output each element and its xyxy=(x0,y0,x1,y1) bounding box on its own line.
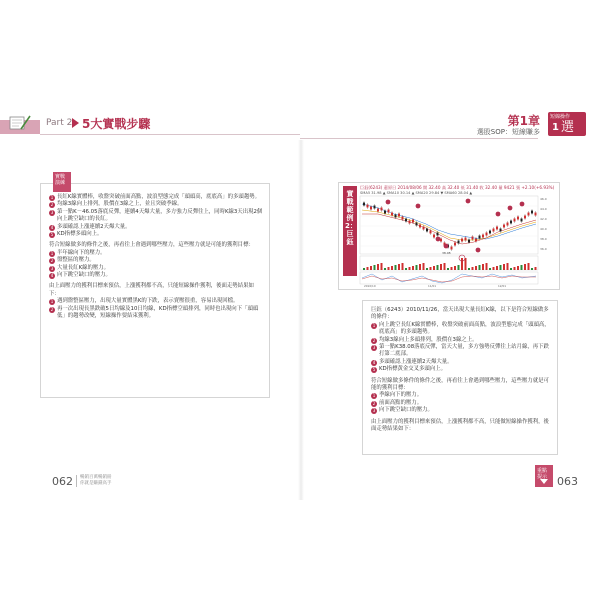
svg-text:40.0: 40.0 xyxy=(540,227,547,231)
notebook-pencil-icon xyxy=(6,114,32,132)
left-box-tab-label: 實戰 演練 xyxy=(55,174,66,186)
candle-body xyxy=(363,203,365,206)
candle-body xyxy=(451,247,453,250)
stock-chart xyxy=(358,184,558,288)
candle-body xyxy=(405,219,407,222)
volume-bar xyxy=(535,267,537,270)
number-badge-icon: 2 xyxy=(372,337,376,343)
left-para-outcomes: 由上面壓力的獲利目標來預估，上漲獲利都不高，只能短線操作獲利，後面走勢結果如下： xyxy=(49,283,254,297)
arrow-down-icon xyxy=(540,479,548,484)
book-spine-shadow xyxy=(298,140,304,500)
volume-bar xyxy=(472,267,474,270)
candle-body xyxy=(493,229,495,232)
volume-bar xyxy=(377,264,379,270)
volume-bar xyxy=(528,263,530,270)
chapter-tab-word: 選股 xyxy=(561,120,575,154)
candle-body xyxy=(521,219,523,222)
right-para-outcome: 由上面壓力的獲利目標來預估，上漲獲利都不高，只能做短線操作獲利，後面走勢結果如下： xyxy=(371,418,549,433)
candle-body xyxy=(374,206,376,209)
left-condition-item xyxy=(49,201,263,208)
volume-bar xyxy=(370,266,372,270)
candle-body xyxy=(377,209,379,212)
left-content-box xyxy=(40,183,270,398)
volume-bar xyxy=(496,266,498,270)
number-badge-icon: 3 xyxy=(50,209,54,215)
right-condition-item xyxy=(371,322,551,337)
candle-body xyxy=(510,221,512,224)
candle-body xyxy=(472,237,474,240)
candle-body xyxy=(412,220,414,223)
volume-bar xyxy=(479,265,481,270)
left-page-header xyxy=(0,114,300,136)
number-badge-icon: 1 xyxy=(50,250,54,256)
chart-header-quote: 巨鈺(6243) 還原日 2014/08/06 開 32.40 高 32.40 低 31.40 收 32.40 量 9421 張 +2.10(+6.93%) xyxy=(360,185,555,190)
volume-bar xyxy=(384,268,386,270)
volume-bar xyxy=(426,268,428,270)
volume-bar xyxy=(440,264,442,270)
right-page-header xyxy=(300,112,600,154)
chapter-tab-number: 1 xyxy=(552,122,559,133)
right-target-item-text: 季線向下的壓力。 xyxy=(379,392,423,399)
candle-body xyxy=(531,211,533,214)
volume-bar xyxy=(475,266,477,270)
svg-text:12/01: 12/01 xyxy=(498,284,507,288)
header-rule-right xyxy=(300,138,538,139)
svg-text:11/01: 11/01 xyxy=(428,284,437,288)
number-badge-icon: 2 xyxy=(50,202,54,208)
candle-body xyxy=(465,238,467,241)
volume-bar xyxy=(423,263,425,270)
volume-bar xyxy=(447,268,449,270)
candle-body xyxy=(461,239,463,242)
candle-body xyxy=(409,221,411,224)
volume-bar xyxy=(510,268,512,270)
volume-bar xyxy=(367,267,369,270)
left-target-item xyxy=(49,265,263,272)
left-target-item-text: 大量長紅K線的壓力。 xyxy=(57,264,110,271)
candle-body xyxy=(468,240,470,243)
right-content-inner xyxy=(371,307,551,434)
svg-text:44.0: 44.0 xyxy=(540,207,547,211)
volume-bar xyxy=(503,264,505,270)
candle-body xyxy=(395,215,397,218)
volume-bar xyxy=(416,265,418,270)
chapter-tab xyxy=(548,112,586,154)
number-badge-icon: 4 xyxy=(372,359,376,365)
candle-body xyxy=(507,223,509,226)
left-condition-item-text: KD指標多頭向上。 xyxy=(57,231,103,238)
right-condition-item xyxy=(371,366,551,373)
volume-bar xyxy=(468,268,470,270)
right-target-item xyxy=(371,407,551,414)
left-outcome-item xyxy=(49,298,263,305)
left-condition-item-text: 長紅K線實體棒，收盤突破前面高點，波浪型態完成「頭頭高，底底高」的多頭趨勢。 xyxy=(57,194,260,200)
number-badge-icon: 1 xyxy=(50,299,54,305)
number-badge-icon: 3 xyxy=(372,345,376,351)
volume-bar xyxy=(458,265,460,270)
volume-bar xyxy=(405,268,407,270)
candle-body xyxy=(426,229,428,232)
volume-bar xyxy=(388,267,390,270)
footer-divider xyxy=(76,475,77,487)
candle-body xyxy=(524,216,526,219)
right-condition-item xyxy=(371,337,551,344)
left-outcome-item-text: 遇到盤整區壓力，出現大量實體黑K的下跌，表示賣壓很重，容易出現回檔。 xyxy=(57,298,239,305)
candle-body xyxy=(535,213,537,216)
volume-bar xyxy=(482,264,484,270)
left-condition-item xyxy=(49,231,263,238)
right-target-item-text: 前面高點的壓力。 xyxy=(379,399,423,406)
right-condition-item-text: KD指標黃金交叉多頭向上。 xyxy=(379,366,446,373)
volume-bar xyxy=(374,265,376,270)
volume-bar xyxy=(409,267,411,270)
volume-bar xyxy=(391,266,393,270)
candle-body xyxy=(514,219,516,222)
svg-text:42.0: 42.0 xyxy=(540,217,547,221)
candle-body xyxy=(423,227,425,230)
chapter-subtitle: 選股SOP：短線賺多 xyxy=(476,128,540,136)
svg-text:46.0: 46.0 xyxy=(540,197,547,201)
candle-body xyxy=(388,210,390,213)
section-title: 5大實戰步驟 xyxy=(82,117,151,131)
left-outcome-item xyxy=(49,306,263,321)
footer-tab-label: 重點 提示 xyxy=(537,468,548,480)
left-condition-item-text: 第一點K－46.05落底反彈，連續4天爆大量，多方強力反彈往上，同時K線3天出現2個向上跳空缺口的長紅。 xyxy=(57,208,263,223)
number-badge-icon: 1 xyxy=(50,195,54,200)
candle-body xyxy=(433,235,435,238)
candle-body xyxy=(496,227,498,230)
candle-body xyxy=(489,231,491,234)
volume-bar xyxy=(507,263,509,270)
left-para-targets: 符合短線做多的條件之後，再看往上會遇到哪些壓力，這些壓力就是可能的獲利目標： xyxy=(49,242,254,249)
candle-body xyxy=(454,243,456,246)
number-badge-icon: 4 xyxy=(50,224,54,230)
volume-bar xyxy=(521,265,523,270)
left-target-item xyxy=(49,257,263,264)
volume-bar xyxy=(412,266,414,270)
candle-body xyxy=(500,229,502,232)
left-condition-item-text: 均線3線向上排列，股價在3線之上，並且突破季線。 xyxy=(57,201,183,208)
volume-bar xyxy=(437,265,439,270)
candle-body xyxy=(384,211,386,214)
volume-bar xyxy=(363,268,365,270)
volume-bar xyxy=(465,258,467,270)
left-box-tab xyxy=(53,172,71,192)
chapter-label: 第1章 xyxy=(507,114,540,128)
footer-series-line2: 你就是賺錢高手 xyxy=(80,481,112,486)
volume-bar xyxy=(517,266,519,270)
candle-body xyxy=(367,205,369,208)
left-condition-item xyxy=(49,224,263,231)
number-badge-icon: 4 xyxy=(50,273,54,279)
svg-text:2010/10: 2010/10 xyxy=(364,284,376,288)
right-target-item-text: 向下跳空缺口的壓力。 xyxy=(379,407,433,414)
right-target-item xyxy=(371,392,551,399)
number-badge-icon: 2 xyxy=(372,400,376,406)
svg-text:38.08: 38.08 xyxy=(442,251,451,255)
left-target-item-text: 盤整區的壓力。 xyxy=(57,257,95,264)
candlestick-chart-graphic xyxy=(358,184,558,288)
left-target-item-text: 向下跳空缺口的壓力。 xyxy=(57,272,111,279)
left-condition-item-text: 多頭確認上漲連續2天爆大量。 xyxy=(57,223,131,230)
left-content-inner xyxy=(49,194,263,321)
svg-text:36.0: 36.0 xyxy=(540,247,547,251)
candle-body xyxy=(416,223,418,226)
right-condition-item-text: 均線3線向上多頭排列，股價在3線之上。 xyxy=(379,336,478,343)
volume-bar xyxy=(395,265,397,270)
volume-bar xyxy=(531,268,533,270)
left-target-item xyxy=(49,272,263,279)
volume-bar xyxy=(500,265,502,270)
number-badge-icon: 1 xyxy=(372,322,376,328)
candle-body xyxy=(398,214,400,217)
volume-bar xyxy=(489,268,491,270)
candle-body xyxy=(370,207,372,210)
volume-bar xyxy=(451,267,453,270)
candle-body xyxy=(482,235,484,238)
candle-body xyxy=(528,213,530,216)
left-target-item-text: 半年線向下的壓力。 xyxy=(57,249,106,256)
left-page-number: 062 xyxy=(52,475,73,488)
chapter-tab-small-text: 短線操作 xyxy=(550,114,571,120)
right-para-targets: 符合短線做多條件的條件之後，再看往上會遇到哪些壓力，這些壓力就是可能的獲利目標： xyxy=(371,377,549,392)
part-label: Part 2 xyxy=(46,118,73,128)
left-condition-item xyxy=(49,209,263,224)
chart-side-tab-label: 實戰範例2：巨鈺 xyxy=(345,190,357,246)
volume-bar xyxy=(524,264,526,270)
candle-body xyxy=(479,236,481,239)
volume-bar xyxy=(419,264,421,270)
volume-bar xyxy=(486,263,488,270)
footer-series-line1: 暢銷百萬暢銷冊 xyxy=(80,475,112,480)
number-badge-icon: 5 xyxy=(372,367,376,373)
volume-bar xyxy=(430,267,432,270)
number-badge-icon: 1 xyxy=(372,393,376,399)
left-outcome-item-text: 再一次出現長黑跌破5日均線及10日均線，KD指標空頭排列，同時也出現向下「頭頭低」的趨勢改變，短線操作要結束獲利。 xyxy=(57,305,259,320)
right-condition-item-text: 多頭確認上漲連續2天爆大量。 xyxy=(379,358,453,365)
volume-bar xyxy=(398,264,400,270)
volume-bar xyxy=(433,266,435,270)
volume-bar xyxy=(444,263,446,270)
candle-body xyxy=(402,217,404,220)
candle-body xyxy=(486,233,488,236)
right-content-box xyxy=(362,300,558,455)
volume-bar xyxy=(454,266,456,270)
candle-body xyxy=(381,208,383,211)
candle-body xyxy=(430,231,432,234)
number-badge-icon: 3 xyxy=(372,408,376,414)
number-badge-icon: 2 xyxy=(50,306,54,312)
candle-body xyxy=(391,213,393,216)
candle-body xyxy=(419,225,421,228)
candle-body xyxy=(458,241,460,244)
right-condition-item-text: 第一點K38.08落底反彈，當天大量，多方強勢反彈往上站月線，再下跌打第二底部。 xyxy=(379,344,549,358)
candle-body xyxy=(503,225,505,228)
candle-body xyxy=(517,217,519,220)
number-badge-icon: 2 xyxy=(50,258,54,264)
right-item-head: 巨鈺（6243）2010/11/26，當天出現大量長紅K線，以下是符合短線做多的條件： xyxy=(371,307,549,321)
chart-ma-legend: SMA5 31.98 ▲ SMA10 30.14 ▲ SMA20 29.84 ▼ SMA60 28.04 ▲ xyxy=(360,191,473,195)
play-triangle-icon xyxy=(72,118,79,128)
right-condition-item-text: 向上跳空長紅K線實體棒，收盤突破前面高點，波浪型態完成「頭頭高，底底高」的多頭趨勢。 xyxy=(379,321,550,336)
volume-bar xyxy=(381,263,383,270)
candle-body xyxy=(437,233,439,236)
volume-bar xyxy=(402,263,404,270)
number-badge-icon: 3 xyxy=(50,265,54,271)
volume-bar xyxy=(493,267,495,270)
candle-body xyxy=(475,239,477,242)
chart-side-tab xyxy=(343,186,357,276)
right-condition-item xyxy=(371,344,551,359)
footer-tab xyxy=(535,465,553,487)
right-page-number: 063 xyxy=(557,475,578,488)
volume-bar xyxy=(514,267,516,270)
header-rule xyxy=(40,134,300,135)
volume-bar xyxy=(461,258,463,270)
number-badge-icon: 5 xyxy=(50,232,54,238)
svg-text:38.0: 38.0 xyxy=(540,237,547,241)
